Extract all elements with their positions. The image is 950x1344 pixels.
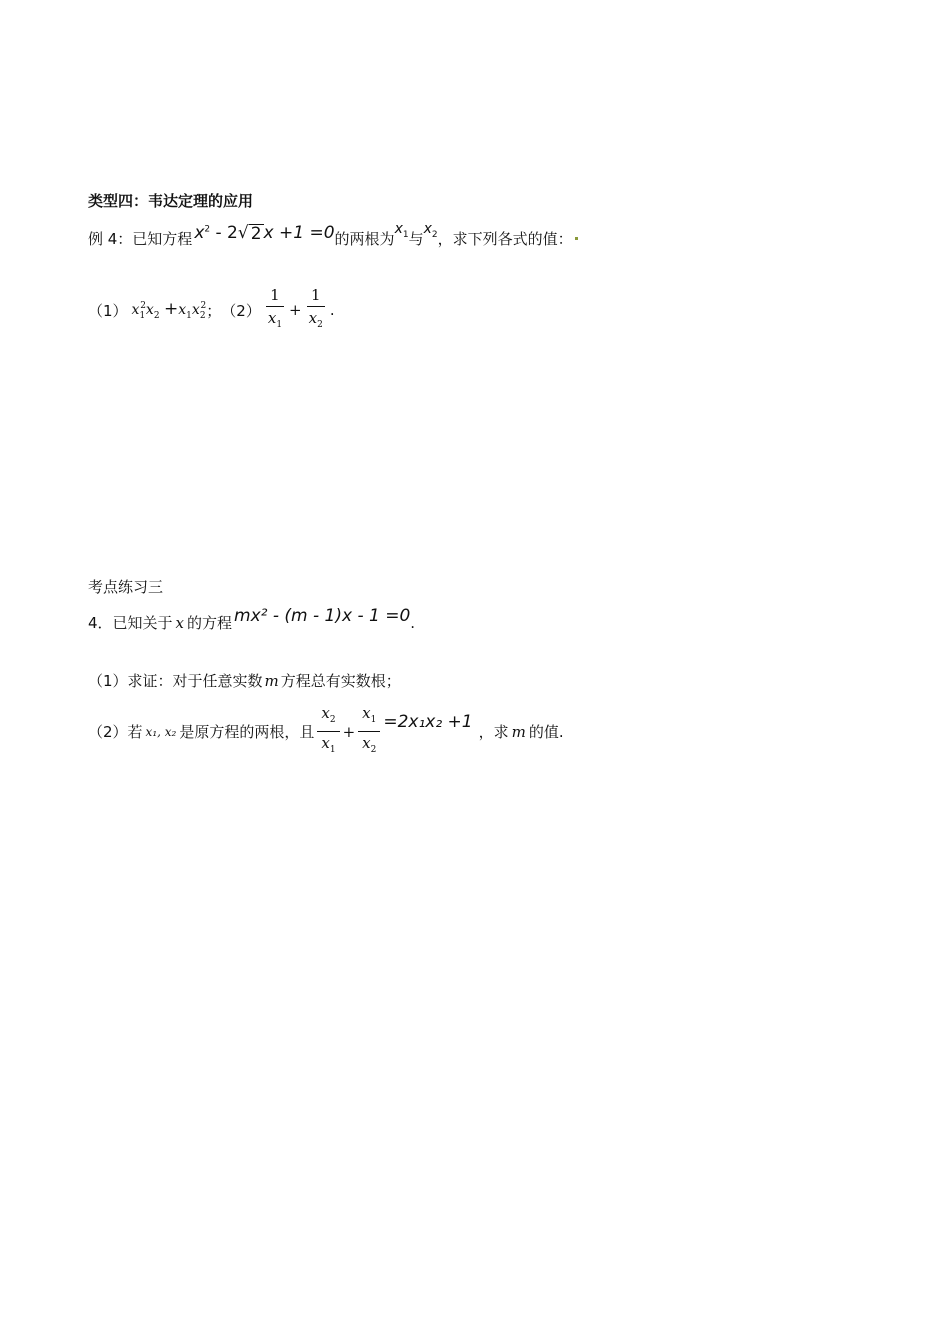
problem-label: 4．已知关于	[88, 614, 173, 632]
part1-end: ；	[206, 301, 222, 320]
var-m: m	[264, 671, 279, 690]
part2-text: （2）若	[88, 723, 143, 741]
example-label: 例 4：已知方程	[88, 230, 193, 248]
section-title	[88, 190, 253, 211]
text-equation: 的方程	[187, 614, 233, 632]
part2-end-text: 的值.	[528, 723, 564, 741]
expression-part1: $x_1^2x_2 +x_1x_2^2$	[131, 299, 207, 321]
problem-4-part2	[88, 702, 564, 761]
part2-end: .	[329, 301, 335, 319]
example-4-parts	[88, 284, 335, 336]
part2-label: （2）	[221, 301, 261, 320]
equation-problem4: mx² - (m - 1)x - 1 =0	[234, 605, 411, 626]
sqrt-symbol: √ 2	[237, 222, 262, 244]
practice-title	[88, 576, 163, 597]
example-4-statement	[88, 221, 580, 249]
expression-part2: $\frac{1}{x_1}$ + $\frac{1}{x_2}$	[267, 286, 323, 330]
part1-text: （1）求证：对于任意实数	[88, 672, 263, 690]
text-and: 与	[408, 230, 424, 248]
root-x1: $x_1$	[394, 221, 409, 240]
var-x: x	[175, 613, 185, 632]
text-roots: 的两根为	[334, 230, 395, 248]
expression-rhs: =2x₁x₂ +1	[383, 711, 473, 732]
var-m-2: m	[511, 722, 526, 741]
expression-fraction-sum: $\frac{x_2}{x_1}$ + $\frac{x_1}{x_2}$	[314, 702, 383, 761]
roots-x1-x2: x₁, x₂	[145, 724, 177, 739]
root-x2: $x_2$	[423, 221, 438, 240]
problem-4-statement	[88, 605, 416, 633]
part1-label: （1）	[88, 301, 128, 320]
section-title-text: 类型四：韦达定理的应用	[88, 192, 254, 210]
problem-end: .	[410, 613, 416, 632]
part2-tail: ，求	[478, 723, 509, 741]
problem-4-part1	[88, 670, 401, 691]
part2-mid: 是原方程的两根，且	[179, 723, 315, 741]
marker-dot	[575, 237, 578, 240]
equation-quadratic: $x^2 - 2$ √ 2 x +1 =0	[194, 222, 335, 244]
part1-rest: 方程总有实数根；	[280, 672, 401, 690]
practice-title-text: 考点练习三	[88, 578, 164, 596]
text-find: ，求下列各式的值：	[437, 230, 573, 248]
